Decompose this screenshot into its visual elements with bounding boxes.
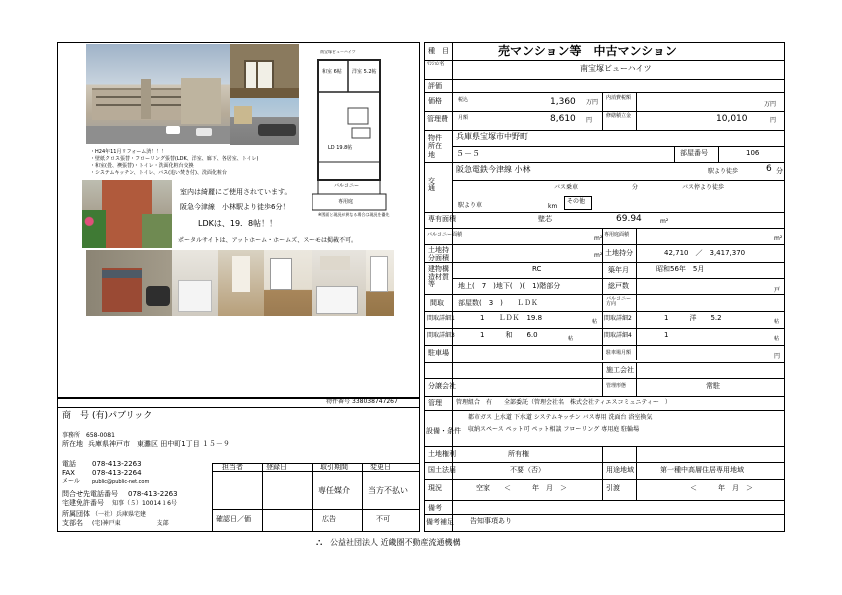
room-photo xyxy=(264,250,312,316)
land-right-label: 土地権利 xyxy=(428,450,456,458)
floors-value: 地上( 7 )地下( )( 1)階部分 xyxy=(458,282,561,290)
agency-mail[interactable]: public@public-net.com xyxy=(92,479,150,485)
remarks-supplement-label: 備考補足 xyxy=(426,518,454,526)
units-label: 総戸数 xyxy=(608,282,629,290)
agency-tel-label: 電話 xyxy=(62,460,76,468)
parking-fee-unit: 円 xyxy=(774,353,781,360)
mgmt-fee-unit: 円 xyxy=(586,117,593,124)
detail4-count: 1 xyxy=(664,331,669,339)
bus-ride-label: バス乗車 xyxy=(554,184,579,191)
ad-label: 広告 xyxy=(322,515,336,523)
floorplan-title: 南宝塚ビューハイツ xyxy=(320,50,356,54)
walk-unit: 分 xyxy=(776,167,783,175)
mgmt-fee-label: 管理費 xyxy=(427,115,448,123)
land-right-value: 所有権 xyxy=(508,450,529,458)
agency-name-label: 商 号 xyxy=(62,411,90,421)
tax-unit: 万円 xyxy=(764,101,777,108)
floorplan-drawing xyxy=(312,50,392,220)
price-label: 価格 xyxy=(428,97,442,105)
room-value: 106 xyxy=(746,149,760,157)
manage-label: 管理 xyxy=(428,399,442,407)
other-label: その他 xyxy=(567,198,586,205)
floorplan-room-4: バルコニー xyxy=(334,183,360,189)
address: 兵庫県宝塚市中野町 xyxy=(456,132,528,141)
detail3-value: 1 和 6.0 xyxy=(480,331,538,339)
interior-window-photo xyxy=(230,44,299,98)
private-garden-unit: m² xyxy=(774,235,783,242)
detail2-unit: 帖 xyxy=(774,319,780,325)
room-label: 部屋番号 xyxy=(680,149,708,157)
agency-license: 知事（５）10014１6号 xyxy=(112,500,177,507)
national-law-value: 不要（否） xyxy=(510,466,545,474)
zone-value: 第一種中高層住居専用地域 xyxy=(660,466,744,474)
agency-fax-label: FAX xyxy=(62,469,75,477)
furigana-label: ﾏﾝｼｮﾝ名 xyxy=(427,61,445,67)
footer-org: 公益社団法人 近畿圏不動産流通機構 xyxy=(330,538,461,547)
repair-value: 10,010 xyxy=(716,114,748,124)
listing-number-label: 物件番号 xyxy=(326,398,351,405)
agency-address: 兵庫県神戸市 東灘区 田中町1丁目 １５－９ xyxy=(88,440,230,448)
agency-assoc-label: 所属団体 xyxy=(62,510,90,518)
landright-label: 土地持分 xyxy=(605,249,633,257)
promo-line-4: ポータルサイトは、アットホーム・ホームズ、スーモは掲載不可。 xyxy=(178,237,358,244)
period-label: 取引期間 xyxy=(320,463,348,471)
kitchen-photo xyxy=(312,250,366,316)
agency-assoc: （一社）兵庫県宅建 xyxy=(92,511,147,518)
agency-postal: 事務所 658-0081 xyxy=(62,432,115,439)
parking-label: 駐車場 xyxy=(428,349,449,357)
detail1-unit: 帖 xyxy=(592,319,598,325)
hallway-photo xyxy=(218,250,264,316)
walk-label: 駅より徒歩 xyxy=(708,168,739,175)
remarks-supplement-value: 告知事項あり xyxy=(470,517,512,525)
price-unit: 万円 xyxy=(586,99,599,106)
area-unit: m² xyxy=(660,218,669,225)
units-unit: 戸 xyxy=(774,287,781,294)
status-label: 現況 xyxy=(428,484,442,492)
agency-inquiry-label: 問合せ先電話番号 xyxy=(62,490,118,498)
type-label: 種 目 xyxy=(428,47,449,55)
mgmt-fee-value: 8,610 xyxy=(550,114,576,124)
listing-number: 338038747267 xyxy=(352,398,398,405)
confirm-label: 確認日／価 xyxy=(216,515,251,523)
balcony-direction-label: バルコニー方向 xyxy=(606,296,632,307)
built-value: 昭和56年 5月 xyxy=(656,265,705,273)
location-label: 物件所在地 xyxy=(428,134,442,159)
bus-walk-label: バス停より徒歩 xyxy=(682,184,725,191)
agency-branch: (宅)神戸東 支部 xyxy=(92,520,169,527)
floorplan-room-2: 洋室 5.2帖 xyxy=(352,69,377,75)
fee-type: 当方不払い xyxy=(368,486,408,495)
balcony-area-label: バルコニー面積 xyxy=(427,232,463,238)
private-garden-label: 専用庭面積 xyxy=(604,232,630,238)
page-title: 売マンション等 中古マンション xyxy=(498,44,677,58)
train-line: 阪急電鉄今津線 小林 xyxy=(456,165,531,174)
bus-min-label: 分 xyxy=(632,184,639,191)
builder-label: 施工会社 xyxy=(606,366,634,374)
change-label: 変更日 xyxy=(370,463,391,471)
detail4-label: 間取詳細4 xyxy=(604,332,632,339)
mgmt-form-label: 管理形態 xyxy=(606,383,627,389)
floorplan-note: ※図面と現況が異なる場合は現況を優先 xyxy=(318,212,390,217)
agency-address-label: 所在地 xyxy=(62,440,83,448)
layout-value: 部屋数( 3 ) ＬＤＫ xyxy=(458,299,538,307)
detail3-unit: 帖 xyxy=(568,336,574,342)
property-name: 南宝塚ビューハイツ xyxy=(580,64,652,73)
detail2-label: 間取詳細2 xyxy=(604,315,632,322)
bath-photo xyxy=(172,250,218,316)
staff-label: 担当者 xyxy=(222,463,243,471)
detail3-label: 間取詳細3 xyxy=(427,332,455,339)
feature-item: ・和室(畳、襖張替)・トイレ・洗面化粧台交換 xyxy=(90,163,194,169)
living-photo xyxy=(366,250,394,316)
tax-label: 内消費税額 xyxy=(606,95,632,101)
area-type: 壁芯 xyxy=(538,215,552,223)
street-photo xyxy=(230,98,299,145)
ad-value: 不可 xyxy=(376,515,390,523)
manage-value: 管理組合 有 全部委託（管理会社名 株式会社ティエスコミュニティー ） xyxy=(456,399,671,406)
facilities-label: 設備・条件 xyxy=(426,427,461,435)
parking-fee-label: 駐車場月額 xyxy=(606,350,632,356)
price-value: 1,360 xyxy=(550,97,576,107)
deal-type: 専任媒介 xyxy=(318,486,350,495)
balcony-area-unit: m² xyxy=(594,235,603,242)
promo-line-3: LDKは、19．8帖！！ xyxy=(198,219,278,228)
walk-value: 6 xyxy=(766,164,772,174)
status-value: 空家 ＜ 年 月 ＞ xyxy=(476,484,567,492)
footer-logo-icon: ⛬ xyxy=(316,538,323,548)
detail2-value: 1 洋 5.2 xyxy=(664,314,722,322)
detail4-unit: 帖 xyxy=(774,336,780,342)
area-value: 69.94 xyxy=(616,214,642,224)
structure-label: 建物構造材質等 xyxy=(428,265,449,289)
promo-line-2: 阪急今津線 小林駅より徒歩6分！ xyxy=(180,203,290,211)
landshare-area-unit: m² xyxy=(594,252,603,259)
landshare-area-label: 土地持分面積 xyxy=(428,246,449,262)
mgmt-form-value: 常駐 xyxy=(706,382,720,390)
facilities-line-1: 都市ガス 上水道 下水道 システムキッチン バス専用 洗面台 浴室換気 xyxy=(468,414,653,421)
floorplan-room-3: LD 19.8帖 xyxy=(328,145,353,151)
entrance-photo xyxy=(82,180,172,248)
delivery-label: 引渡 xyxy=(606,484,620,492)
zone-label: 用途地域 xyxy=(606,466,634,474)
built-label: 築年月 xyxy=(608,266,629,274)
signboard-photo xyxy=(86,250,172,316)
promo-line-1: 室内は綺麗にご使用されています。 xyxy=(180,188,292,196)
facilities-line-2: 収納スペース ペット可 ペット相談 フローリング 専用庭 駐輪場 xyxy=(468,426,640,433)
national-law-label: 国土法届 xyxy=(428,466,456,474)
floorplan-room-1: 和室 6帖 xyxy=(322,69,342,75)
exterior-photo xyxy=(86,44,230,144)
seller-label: 分譲会社 xyxy=(428,382,456,390)
structure-value: RC xyxy=(532,265,542,273)
car-label: 駅より車 xyxy=(458,202,483,209)
detail1-value: 1 ＬＤＫ 19.8 xyxy=(480,314,543,322)
agency-name: (有)パブリック xyxy=(92,411,153,421)
repair-label: 修繕積立金 xyxy=(606,113,632,119)
floorplan-image xyxy=(312,50,392,220)
landright-value: 42,710 ／ 3,417,370 xyxy=(664,249,746,257)
agency-inquiry: 078-413-2263 xyxy=(128,490,178,498)
agency-license-label: 宅建免許番号 xyxy=(62,499,104,507)
agency-tel: 078-413-2263 xyxy=(92,460,142,468)
remarks-label: 備考 xyxy=(428,504,442,512)
rating-label: 評価 xyxy=(428,82,442,90)
address-2: ５－５ xyxy=(456,149,480,158)
transport-label: 交通 xyxy=(428,177,435,192)
agency-branch-label: 支部名 xyxy=(62,519,83,527)
repair-unit: 円 xyxy=(770,117,777,124)
registered-label: 登録日 xyxy=(266,463,287,471)
area-label: 専有面積 xyxy=(428,215,456,223)
delivery-value: ＜ 年 月 ＞ xyxy=(690,484,753,492)
feature-list xyxy=(90,150,258,176)
layout-label: 間取 xyxy=(430,299,444,307)
agency-mail-label: メール xyxy=(62,478,80,485)
price-tax-note: 税込 xyxy=(458,97,469,103)
feature-item: ・壁紙クロス張替・フローリング張替(LDK、洋室、廊下、各居室、トイレ) xyxy=(90,156,259,162)
agency-fax: 078-413-2264 xyxy=(92,469,142,477)
car-unit: km xyxy=(548,203,558,210)
feature-item: ・H24年11月リフォーム済！！！ xyxy=(90,149,167,155)
floorplan-room-5: 専用庭 xyxy=(338,199,354,205)
detail1-label: 間取詳細1 xyxy=(427,315,455,322)
feature-item: ・システムキッチン、トイレ、バス(追い焚き付)、洗面化粧台 xyxy=(90,170,228,176)
mgmt-sub: 月額 xyxy=(458,115,469,121)
